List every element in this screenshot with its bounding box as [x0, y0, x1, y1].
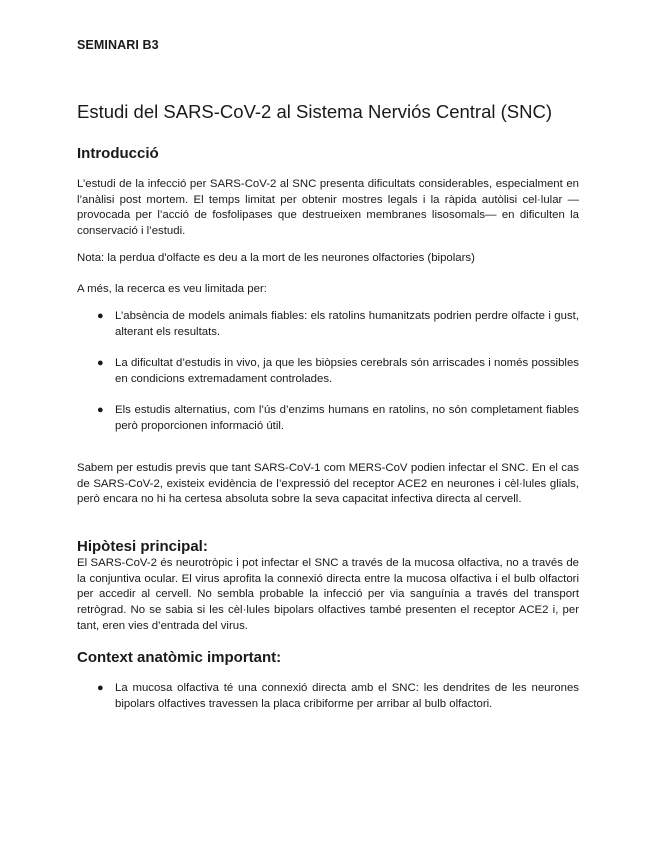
bullet-icon: ● [97, 310, 104, 322]
heading-context: Context anatòmic important: [77, 649, 282, 666]
hypothesis-paragraph: El SARS-CoV-2 és neurotròpic i pot infectar el SNC a través de la mucosa olfactiva, no a través de la conjuntiva ocular. El virus aprofita la connexió directa entre la mucosa olfactiva i el bulb olfactori per accedir al cervell. No sembla probable la infecció per via sanguínia a través del transport retrògrad. No se sabia si les cèl·lules bipolars olfactives també presenten el receptor ACE2 i, per tant, eren vies d’entrada del virus. [77, 557, 579, 632]
list-item-text: La dificultat d’estudis in vivo, ja que les biòpsies cerebrals són arriscades i només possibles en condicions extremadament controlades. [115, 357, 579, 385]
intro-paragraph: L’estudi de la infecció per SARS-CoV-2 al SNC presenta dificultats considerables, especialment en l’anàlisi post mortem. El temps limitat per obtenir mostres legals i la ràpida autòlisi cel·lular —provocada per l’acció de fosfolipases que destrueixen membranes lisosomals— en dificulten la conservació i l’estudi. [77, 178, 579, 238]
bullet-icon: ● [97, 404, 104, 416]
list-item-text: Els estudis alternatius, com l’ús d’enzims humans en ratolins, no són completament fiables però proporcionen informació útil. [115, 404, 579, 432]
ames-paragraph: A més, la recerca es veu limitada per: [77, 283, 267, 295]
bullet-icon: ● [97, 682, 104, 694]
list-item-text: L’absència de models animals fiables: els ratolins humanitzats podrien perdre olfacte i gust, alterant els resultats. [115, 310, 579, 338]
list-item-text: La mucosa olfactiva té una connexió directa amb el SNC: les dendrites de les neurones bipolars olfactives travessen la placa cribiforme per arribar al bulb olfactori. [115, 682, 579, 710]
heading-hipotesi: Hipòtesi principal: [77, 538, 208, 555]
heading-introduccio: Introducció [77, 145, 159, 162]
document-title: Estudi del SARS-CoV-2 al Sistema Nerviós Central (SNC) [77, 101, 552, 122]
background-paragraph: Sabem per estudis previs que tant SARS-CoV-1 com MERS-CoV podien infectar el SNC. En el cas de SARS-CoV-2, existeix evidència de l’expressió del receptor ACE2 en neurones i cèl·lules glials, però encara no hi ha certesa absoluta sobre la seva capacitat infectiva directa al cervell. [77, 462, 579, 506]
bullet-icon: ● [97, 357, 104, 369]
note-paragraph: Nota: la perdua d'olfacte es deu a la mort de les neurones olfactories (bipolars) [77, 252, 475, 264]
seminar-label: SEMINARI B3 [77, 38, 159, 52]
